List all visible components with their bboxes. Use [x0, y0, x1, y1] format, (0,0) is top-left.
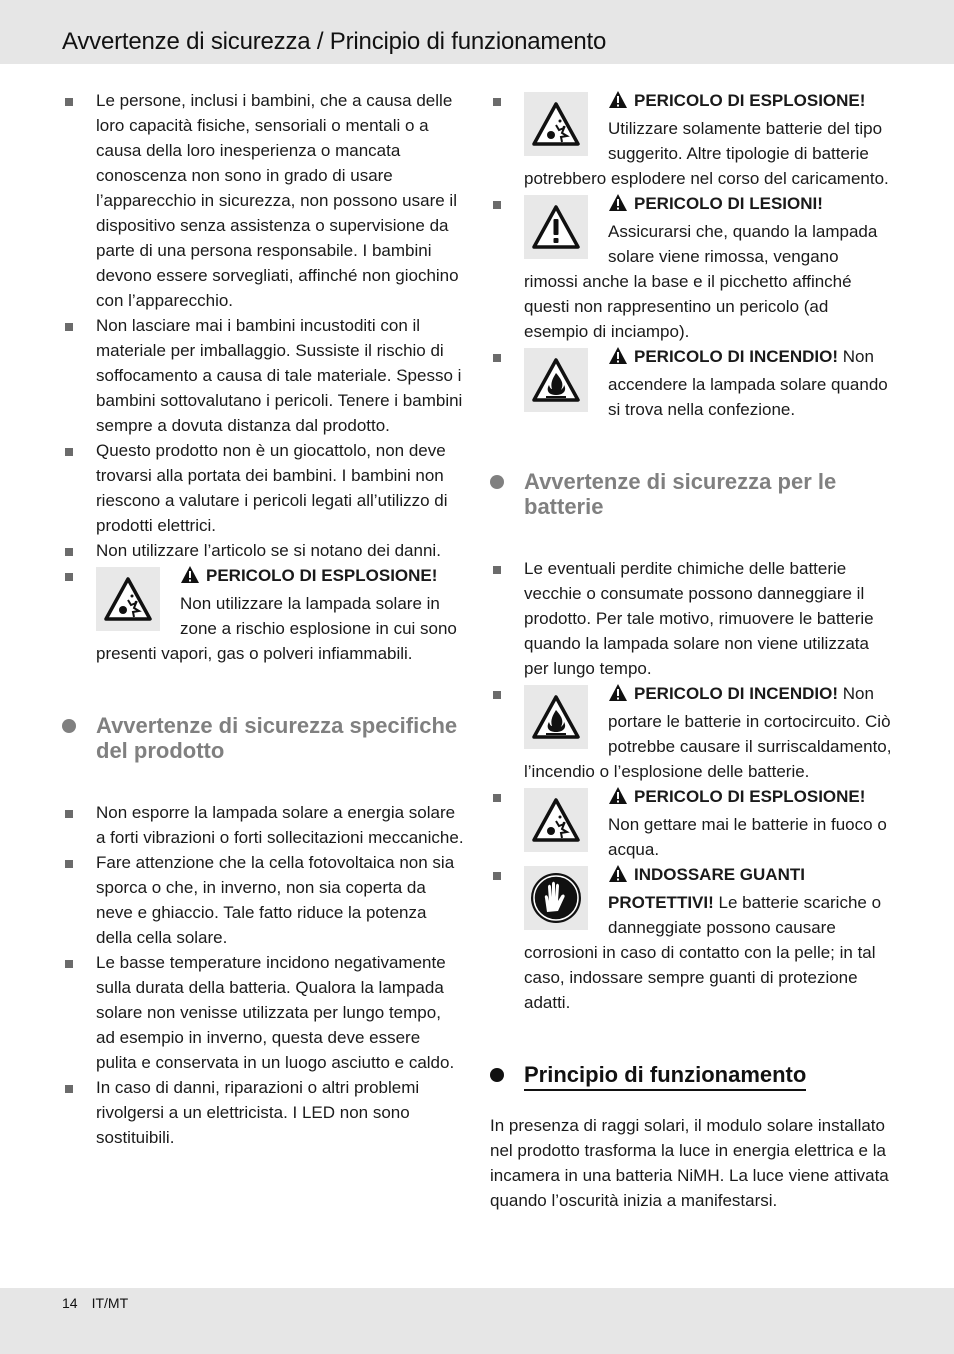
- list-item-text: Fare attenzione che la cella fotovoltaica non sia sporca o che, in inverno, non sia coperta da neve e ghiaccio. Tale fatto riduce la potenza della cella solare.: [96, 853, 455, 947]
- exclamation-icon: [524, 195, 588, 259]
- warning-triangle-icon: [608, 90, 628, 116]
- list-item-text: In caso di danni, riparazioni o altri problemi rivolgersi a un elettricista. I LED non sono sostituibili.: [96, 1078, 420, 1147]
- warning-item: [490, 784, 892, 862]
- list-item: [62, 950, 464, 1075]
- list-item-text: Questo prodotto non è un giocattolo, non deve trovarsi alla portata dei bambini. I bambini non riescono a valutare i pericoli legati all’utilizzo di prodotti elettrici.: [96, 441, 448, 535]
- explosion-icon: [524, 788, 588, 852]
- warning-heading: PERICOLO DI ESPLOSIONE!: [634, 787, 866, 806]
- section-title-product: Avvertenze di sicurezza specifiche del prodotto: [62, 713, 464, 763]
- warning-triangle-icon: [608, 346, 628, 372]
- list-item: [490, 556, 892, 681]
- list-item: [62, 88, 464, 313]
- warning-triangle-icon: [608, 683, 628, 709]
- explosion-icon: [96, 567, 160, 631]
- warning-body: Non portare le batterie in cortocircuito. Ciò potrebbe causare il surriscaldamento, l’incendio o l’esplosione delle batterie.: [524, 684, 892, 781]
- list-item: [62, 1075, 464, 1150]
- warning-body: Utilizzare solamente batterie del tipo suggerito. Altre tipologie di batterie potrebbero esplodere nel corso del caricamento.: [524, 119, 889, 188]
- fire-icon: [524, 348, 588, 412]
- warning-body: Non gettare mai le batterie in fuoco o acqua.: [608, 815, 887, 859]
- fire-icon: [524, 685, 588, 749]
- warning-heading: INDOSSARE GUANTI PROTETTIVI!: [608, 865, 805, 912]
- list-item-text: Non utilizzare l’articolo se si notano dei danni.: [96, 541, 441, 560]
- list-item: [62, 850, 464, 950]
- right-column: [490, 88, 892, 1213]
- warning-triangle-icon: [180, 565, 200, 591]
- language-code: IT/MT: [91, 1295, 129, 1311]
- gloves-icon: [524, 866, 588, 930]
- warning-item: [490, 191, 892, 344]
- list-item: [62, 313, 464, 438]
- section-title-principle: [490, 1062, 892, 1087]
- list-item-text: Le persone, inclusi i bambini, che a causa delle loro capacità fisiche, sensoriali o mentali o a causa della loro inesperienza o mancata conoscenza non sono in grado di usare l’apparecchio in sicurezza, non possono usare il dispositivo senza assistenza o supervisione da parte di una persona responsabile. I bambini devono essere sorvegliati, affinché non giochino con l’apparecchio.: [96, 91, 459, 310]
- warning-body: Assicurarsi che, quando la lampada solare viene rimossa, vengano rimossi anche la base e il picchetto affinché questi non rappresentino un pericolo (ad esempio di inciampo).: [524, 222, 878, 341]
- section-title-principle-text: Principio di funzionamento: [524, 1062, 806, 1091]
- explosion-icon: [524, 92, 588, 156]
- list-item-text: Non lasciare mai i bambini incustoditi con il materiale per imballaggio. Sussiste il rischio di soffocamento a causa di tale materiale. Spesso i bambini sottovalutano i pericoli. Tenere i bambini sempre a dovuta distanza dal prodotto.: [96, 316, 463, 435]
- warning-triangle-icon: [608, 786, 628, 812]
- warning-item: [490, 681, 892, 784]
- warning-heading: PERICOLO DI ESPLOSIONE!: [206, 566, 438, 585]
- warning-body: Non accendere la lampada solare quando si trova nella confezione.: [608, 347, 888, 419]
- warning-body: Le batterie scariche o danneggiate possono causare corrosioni in caso di contatto con la pelle; in tal caso, indossare sempre guanti di protezione adatti.: [524, 893, 882, 1012]
- warning-item: [490, 88, 892, 191]
- warning-triangle-icon: [608, 193, 628, 219]
- principle-paragraph: In presenza di raggi solari, il modulo solare installato nel prodotto trasforma la luce in energia elettrica e la incamera in una batteria NiMH. La luce viene attivata quando l’oscurità inizia a manifestarsi.: [490, 1116, 889, 1210]
- list-item: [62, 800, 464, 850]
- warning-heading: PERICOLO DI LESIONI!: [634, 194, 823, 213]
- section-title-batteries: Avvertenze di sicurezza per le batterie: [490, 469, 892, 519]
- page-footer: [62, 1295, 128, 1311]
- warning-body: Non utilizzare la lampada solare in zone a rischio esplosione in cui sono presenti vapori, gas o polveri infiammabili.: [96, 594, 457, 663]
- left-column: [62, 88, 464, 1150]
- warning-item: [490, 344, 892, 422]
- list-item-text: Non esporre la lampada solare a energia solare a forti vibrazioni o forti sollecitazioni meccaniche.: [96, 803, 464, 847]
- warning-triangle-icon: [608, 864, 628, 890]
- footer-band: [0, 1288, 954, 1354]
- warning-heading: PERICOLO DI INCENDIO!: [634, 347, 839, 366]
- page-number: 14: [62, 1295, 78, 1311]
- list-item: [62, 538, 464, 563]
- list-item-text: Le basse temperature incidono negativamente sulla durata della batteria. Qualora la lampada solare non venisse utilizzata per lungo tempo, ad esempio in inverno, questa deve essere pulita e conservata in un luogo asciutto e caldo.: [96, 953, 455, 1072]
- list-item: [62, 438, 464, 538]
- list-item-text: Le eventuali perdite chimiche delle batterie vecchie o consumate possono danneggiare il prodotto. Per tale motivo, rimuovere le batterie quando la lampada solare non viene utilizzata per lungo tempo.: [524, 559, 874, 678]
- page-title: Avvertenze di sicurezza / Principio di funzionamento: [62, 28, 607, 55]
- warning-heading: PERICOLO DI INCENDIO!: [634, 684, 839, 703]
- warning-item: [490, 862, 892, 1015]
- warning-heading: PERICOLO DI ESPLOSIONE!: [634, 91, 866, 110]
- warning-item: [62, 563, 464, 666]
